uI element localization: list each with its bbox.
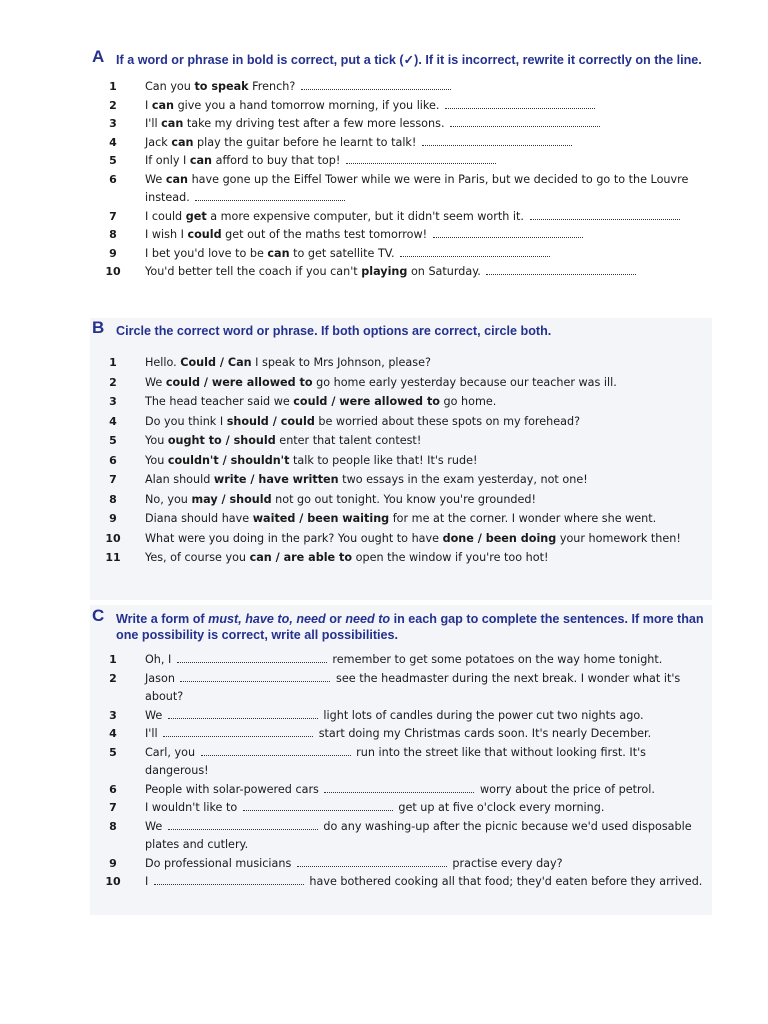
- item-number: 7: [109, 801, 117, 814]
- answer-line[interactable]: [530, 210, 680, 220]
- item-text: I could: [145, 209, 186, 223]
- answer-line[interactable]: [433, 228, 583, 238]
- item-text: run into the street like that without looking first. It's dangerous!: [145, 745, 647, 777]
- section-b: [90, 318, 712, 600]
- option-choice[interactable]: waited / been waiting: [252, 512, 390, 525]
- list-item: [90, 263, 712, 282]
- list-item: [90, 725, 712, 744]
- section-letter: C: [92, 606, 105, 625]
- list-item: [90, 245, 712, 264]
- item-text: worry about the price of petrol.: [476, 782, 655, 796]
- item-number: 7: [109, 473, 117, 486]
- item-text: Jack: [145, 135, 172, 149]
- item-text: We: [145, 375, 166, 389]
- item-text: not go out tonight. You know you're grounded!: [271, 492, 536, 506]
- bold-phrase: to speak: [194, 80, 249, 93]
- item-text: French?: [248, 80, 299, 93]
- item-text: enter that talent contest!: [275, 434, 422, 447]
- bold-phrase: can: [161, 117, 184, 130]
- item-text: do any washing-up after the picnic because we'd used disposable plates and cutlery.: [145, 819, 692, 851]
- item-number: 8: [109, 492, 117, 506]
- option-choice[interactable]: could / were allowed to: [165, 375, 313, 389]
- item-number: 6: [109, 782, 117, 796]
- item-text: I: [145, 875, 152, 888]
- section-a-header: [90, 47, 712, 68]
- option-choice[interactable]: may / should: [191, 492, 272, 506]
- item-number: 10: [105, 265, 121, 278]
- section-instruction: Circle the correct word or phrase. If both options are correct, circle both.: [116, 324, 552, 338]
- item-text: remember to get some potatoes on the way home tonight.: [328, 653, 663, 666]
- item-number: 5: [109, 154, 117, 167]
- item-text: on Saturday.: [407, 265, 485, 278]
- item-number: 11: [105, 551, 121, 564]
- item-text: take my driving test after a few more lessons.: [183, 117, 449, 130]
- instruction-emphasis: must, have to, need: [208, 612, 326, 626]
- bold-phrase: can: [151, 98, 175, 112]
- gap-line[interactable]: [297, 857, 447, 867]
- item-text: Hello.: [145, 356, 181, 369]
- gap-line[interactable]: [177, 653, 327, 663]
- item-text: I speak to Mrs Johnson, please?: [251, 356, 431, 369]
- list-item: [90, 431, 712, 451]
- list-item: [90, 208, 712, 227]
- section-instruction: Write a form of: [116, 612, 209, 626]
- section-instruction: in each gap to complete the sentences. If more than one possibility is correct, write all possibilities.: [116, 612, 704, 642]
- section-c-header: [90, 606, 712, 643]
- item-text: play the guitar before he learnt to talk!: [193, 135, 420, 149]
- item-number: 2: [109, 375, 117, 389]
- item-text: People with solar-powered cars: [145, 782, 323, 796]
- list-item: [90, 134, 712, 153]
- item-text: You: [145, 434, 168, 447]
- option-choice[interactable]: write / have written: [213, 473, 339, 486]
- list-item: [90, 78, 712, 97]
- list-item: [90, 226, 712, 245]
- item-number: 1: [109, 653, 117, 666]
- item-text: I wouldn't like to: [145, 801, 241, 814]
- list-item: [90, 855, 712, 874]
- answer-line[interactable]: [445, 99, 595, 109]
- answer-line[interactable]: [301, 80, 451, 90]
- list-item: [90, 451, 712, 471]
- item-text: What were you doing in the park? You ought to have: [145, 531, 443, 545]
- option-choice[interactable]: couldn't / shouldn't: [167, 453, 290, 467]
- item-text: We: [145, 708, 166, 722]
- item-number: 4: [109, 414, 117, 428]
- gap-line[interactable]: [180, 672, 330, 682]
- bold-phrase: playing: [361, 265, 408, 278]
- item-number: 8: [109, 228, 117, 241]
- list-item: [90, 490, 712, 510]
- item-text: Do professional musicians: [145, 856, 295, 870]
- item-text: We: [145, 819, 166, 833]
- item-text: get up at five o'clock every morning.: [394, 801, 605, 814]
- list-item: [90, 373, 712, 393]
- item-text: I'll: [145, 117, 162, 130]
- section-letter: A: [92, 47, 105, 66]
- item-text: get out of the maths test tomorrow!: [221, 228, 431, 241]
- item-text: be worried about these spots on my forehead?: [314, 414, 581, 428]
- item-text: No, you: [145, 492, 192, 506]
- bold-phrase: can: [189, 154, 213, 167]
- item-number: 9: [109, 856, 117, 870]
- item-text: Diana should have: [145, 512, 253, 525]
- section-instruction: If a word or phrase in bold is correct, put a tick (✓). If it is incorrect, rewrite it correctly on the line.: [116, 53, 702, 67]
- item-text: Oh, I: [145, 653, 175, 666]
- item-text: Yes, of course you: [145, 551, 250, 564]
- section-instruction: or: [325, 612, 346, 626]
- item-text: give you a hand tomorrow morning, if you like.: [174, 98, 443, 112]
- answer-line[interactable]: [422, 136, 572, 146]
- list-item: [90, 548, 712, 568]
- list-item: [90, 171, 712, 208]
- item-text: a more expensive computer, but it didn't seem worth it.: [206, 209, 528, 223]
- bold-phrase: get: [185, 209, 207, 223]
- answer-line[interactable]: [486, 265, 636, 275]
- option-choice[interactable]: could / were allowed to: [293, 395, 440, 408]
- option-choice[interactable]: ought to / should: [167, 434, 276, 447]
- list-item: [90, 781, 712, 800]
- item-number: 1: [109, 356, 117, 369]
- gap-line[interactable]: [324, 783, 474, 793]
- item-number: 8: [109, 819, 117, 833]
- list-item: [90, 529, 712, 549]
- item-text: light lots of candles during the power cut two nights ago.: [319, 708, 644, 722]
- gap-line[interactable]: [168, 709, 318, 719]
- item-number: 9: [109, 512, 117, 525]
- item-text: practise every day?: [448, 856, 563, 870]
- section-c: [90, 605, 712, 915]
- section-b-header: [90, 318, 712, 339]
- item-text: have gone up the Eiffel Tower while we were in Paris, but we decided to go to the Louvre instead.: [145, 172, 689, 204]
- section-a: [90, 47, 712, 282]
- list-item: [90, 651, 712, 670]
- item-number: 5: [109, 434, 117, 447]
- item-text: Alan should: [145, 473, 214, 486]
- gap-line[interactable]: [201, 746, 351, 756]
- item-text: start doing my Christmas cards soon. It's nearly December.: [315, 727, 652, 740]
- item-text: your homework then!: [556, 531, 681, 545]
- item-text: You'd better tell the coach if you can't: [145, 265, 362, 278]
- item-text: Do you think I: [145, 414, 227, 428]
- item-number: 5: [109, 745, 117, 759]
- item-number: 10: [105, 875, 121, 888]
- item-number: 4: [109, 135, 117, 149]
- item-number: 1: [109, 80, 117, 93]
- list-item: [90, 509, 712, 529]
- exercise-list: [90, 78, 712, 282]
- answer-line[interactable]: [450, 117, 600, 127]
- option-choice[interactable]: can / are able to: [249, 551, 353, 564]
- list-item: [90, 470, 712, 490]
- answer-line[interactable]: [346, 154, 496, 164]
- item-text: for me at the corner. I wonder where she went.: [389, 512, 657, 525]
- item-text: open the window if you're too hot!: [352, 551, 549, 564]
- item-number: 9: [109, 246, 117, 260]
- item-text: I'll: [145, 727, 162, 740]
- list-item: [90, 353, 712, 373]
- item-text: to get satellite TV.: [289, 246, 399, 260]
- item-text: I: [145, 98, 152, 112]
- item-text: You: [145, 453, 168, 467]
- list-item: [90, 115, 712, 134]
- item-text: I wish I: [145, 228, 188, 241]
- option-choice[interactable]: should / could: [226, 414, 315, 428]
- list-item: [90, 799, 712, 818]
- item-text: We: [145, 172, 166, 186]
- item-text: Carl, you: [145, 745, 199, 759]
- item-number: 6: [109, 172, 117, 186]
- option-choice[interactable]: Could / Can: [180, 356, 252, 369]
- bold-phrase: can: [165, 172, 189, 186]
- option-choice[interactable]: done / been doing: [442, 531, 557, 545]
- item-number: 2: [109, 98, 117, 112]
- list-item: [90, 392, 712, 412]
- item-text: two essays in the exam yesterday, not one!: [338, 473, 588, 486]
- list-item: [90, 412, 712, 432]
- bold-phrase: can: [267, 246, 290, 260]
- item-text: go home early yesterday because our teacher was ill.: [312, 375, 617, 389]
- gap-line[interactable]: [243, 801, 393, 811]
- item-number: 2: [109, 671, 117, 685]
- item-text: If only I: [145, 154, 190, 167]
- item-text: have bothered cooking all that food; they'd eaten before they arrived.: [305, 875, 703, 888]
- item-number: 3: [109, 117, 117, 130]
- instruction-emphasis: need to: [345, 612, 391, 626]
- gap-line[interactable]: [163, 727, 313, 737]
- bold-phrase: can: [171, 135, 194, 149]
- list-item: [90, 707, 712, 726]
- item-text: The head teacher said we: [145, 395, 294, 408]
- exercise-list: [90, 651, 712, 892]
- item-text: Jason: [145, 671, 179, 685]
- list-item: [90, 818, 712, 855]
- answer-line[interactable]: [400, 247, 550, 257]
- gap-line[interactable]: [154, 875, 304, 885]
- item-text: talk to people like that! It's rude!: [289, 453, 478, 467]
- gap-line[interactable]: [168, 820, 318, 830]
- item-number: 7: [109, 209, 117, 223]
- item-number: 10: [105, 531, 121, 545]
- section-letter: B: [92, 318, 105, 337]
- item-number: 3: [109, 708, 117, 722]
- item-number: 3: [109, 395, 117, 408]
- item-number: 6: [109, 453, 117, 467]
- list-item: [90, 873, 712, 892]
- list-item: [90, 744, 712, 781]
- item-number: 4: [109, 727, 117, 740]
- answer-line[interactable]: [195, 191, 345, 201]
- bold-phrase: could: [187, 228, 222, 241]
- list-item: [90, 97, 712, 116]
- item-text: afford to buy that top!: [212, 154, 344, 167]
- list-item: [90, 670, 712, 707]
- list-item: [90, 152, 712, 171]
- item-text: I bet you'd love to be: [145, 246, 268, 260]
- item-text: see the headmaster during the next break. I wonder what it's about?: [145, 671, 681, 703]
- item-text: go home.: [440, 395, 497, 408]
- exercise-list: [90, 353, 712, 568]
- item-text: Can you: [145, 80, 195, 93]
